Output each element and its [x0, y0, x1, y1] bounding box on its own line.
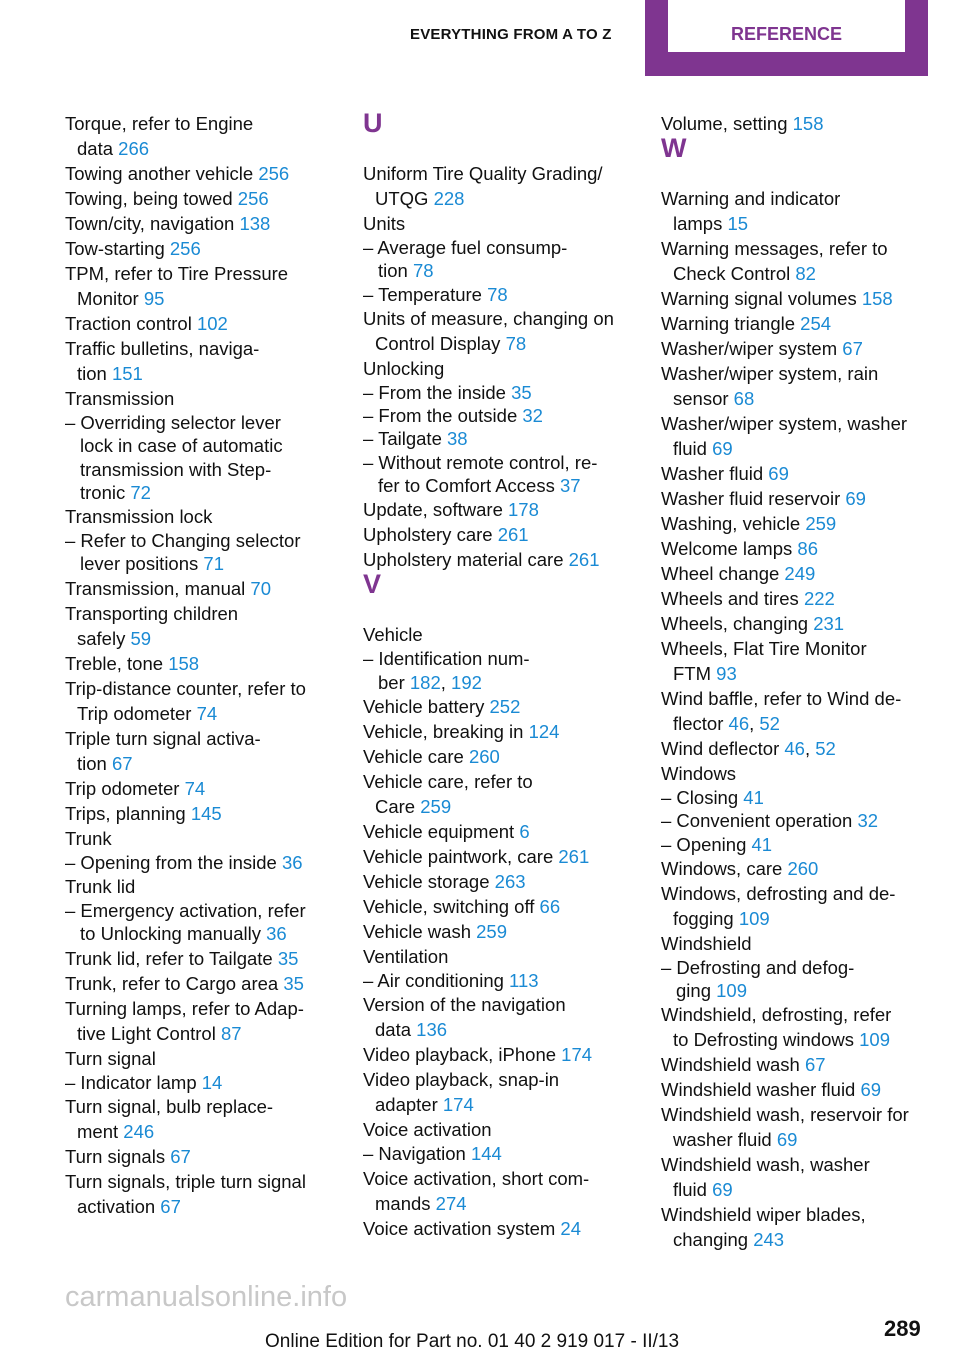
- page-link[interactable]: 15: [727, 213, 749, 234]
- entry-text: – From the outside: [363, 405, 518, 427]
- index-entry: Wind baffle, refer to Wind de- flector 46, 52: [661, 688, 902, 734]
- entry-text: – Overriding selector lever lock in case of automatic transmission with Step- tronic: [65, 412, 283, 503]
- entry-text: Vehicle battery: [363, 695, 485, 717]
- entry-text: Windshield wiper blades, changing: [661, 1204, 866, 1251]
- index-subentry: [661, 956, 946, 1003]
- index-entry: [65, 601, 350, 651]
- page-link[interactable]: 261: [568, 549, 600, 571]
- page-link[interactable]: 151: [111, 363, 143, 384]
- entry-text: Treble, tone: [65, 652, 164, 674]
- entry-text: Transmission, manual: [65, 577, 246, 599]
- entry-text: Vehicle equipment: [363, 820, 515, 842]
- page-link[interactable]: 35: [283, 972, 304, 994]
- page-link[interactable]: 24: [560, 1217, 581, 1239]
- entry-text: Traction control: [65, 313, 192, 334]
- entry-text: Upholstery care: [363, 524, 493, 546]
- entry-text: Trunk: [65, 827, 112, 849]
- entry-text: Turning lamps, refer to Adap- tive Light Control: [65, 997, 304, 1044]
- index-entry: [661, 1202, 946, 1252]
- page-link[interactable]: 246: [123, 1120, 155, 1142]
- entry-text: – Temperature: [363, 283, 482, 305]
- page-link[interactable]: 228: [433, 188, 465, 209]
- entry-text: Turn signal, bulb replace- ment: [65, 1095, 274, 1142]
- index-entry: [65, 186, 350, 211]
- index-entry: [65, 236, 350, 261]
- index-entry: [363, 869, 648, 894]
- entry-text: Turn signals, triple turn signal activation: [65, 1170, 306, 1217]
- entry-text: Washer/wiper system, washer fluid: [661, 413, 908, 459]
- entry-text: – Closing: [661, 787, 739, 808]
- entry-text: Warning messages, refer to Check Control: [661, 238, 888, 284]
- page-link[interactable]: 69: [845, 488, 866, 509]
- page-link[interactable]: 174: [442, 1094, 474, 1116]
- letter-heading: U: [363, 108, 383, 138]
- entry-text: Vehicle storage: [363, 870, 490, 892]
- page-link[interactable]: 59: [130, 627, 152, 649]
- entry-text: Windshield wash, reservoir for washer fluid: [661, 1104, 909, 1151]
- reference-tab-label: REFERENCE: [730, 23, 842, 44]
- page-link[interactable]: 192: [451, 671, 482, 693]
- page-link[interactable]: 256: [169, 238, 201, 259]
- entry-text: Video playback, snap-in adapter: [363, 1069, 560, 1116]
- index-entry: [661, 511, 946, 536]
- page-link[interactable]: 87: [220, 1022, 242, 1044]
- index-entry: [363, 1117, 648, 1142]
- page-link[interactable]: 158: [792, 113, 824, 134]
- index-entry: [65, 726, 350, 776]
- page-link[interactable]: 38: [447, 428, 468, 450]
- page-link[interactable]: 95: [143, 288, 165, 309]
- entry-text: Torque, refer to Engine data: [65, 113, 254, 159]
- index-subentry: [661, 833, 946, 856]
- page-link[interactable]: 32: [522, 405, 543, 427]
- page-link[interactable]: 36: [266, 923, 287, 945]
- index-subentry: [661, 786, 946, 809]
- entry-text: – Tailgate: [363, 428, 442, 450]
- entry-text: Wheel change: [661, 563, 780, 584]
- index-entry: [661, 761, 946, 786]
- index-entry: [661, 1052, 946, 1077]
- page-link[interactable]: 46: [784, 738, 805, 759]
- entry-text: Uniform Tire Quality Grading/ UTQG: [363, 163, 603, 209]
- index-entry: [65, 261, 350, 311]
- entry-text: – Indicator lamp: [65, 1071, 197, 1093]
- page-link[interactable]: 35: [511, 381, 532, 403]
- index-subentry: [363, 283, 648, 306]
- entry-text: Vehicle care: [363, 745, 464, 767]
- index-entry: [363, 547, 648, 572]
- entry-text: Triple turn signal activa- tion: [65, 727, 261, 774]
- index-entry: [65, 1094, 350, 1144]
- index-entry: [363, 1067, 648, 1117]
- index-entry: [363, 211, 648, 236]
- page-link[interactable]: 67: [160, 1195, 181, 1217]
- index-entry: [661, 931, 946, 956]
- index-subentry: [363, 1142, 648, 1165]
- entry-text: Windshield wash, washer fluid: [661, 1154, 870, 1201]
- index-entry: [363, 919, 648, 944]
- index-subentry: [363, 451, 648, 498]
- index-entry: [661, 286, 946, 311]
- page-link[interactable]: 41: [743, 787, 764, 808]
- index-entry: [661, 536, 946, 561]
- section-title: EVERYTHING FROM A TO Z: [410, 26, 612, 43]
- page-link[interactable]: 78: [487, 283, 508, 305]
- entry-text: – Average fuel consump- tion: [363, 237, 568, 282]
- index-subentry: [65, 411, 350, 504]
- page-link[interactable]: 174: [561, 1044, 593, 1066]
- index-entry: [363, 522, 648, 547]
- entry-text: Voice activation: [363, 1119, 492, 1141]
- index-entry: [661, 881, 946, 931]
- entry-text: – Air conditioning: [363, 969, 504, 991]
- page-link[interactable]: 52: [759, 713, 780, 734]
- page-link[interactable]: 66: [539, 895, 561, 917]
- entry-text: Washer/wiper system: [661, 338, 838, 359]
- entry-text: Voice activation, short com- mands: [363, 1167, 590, 1214]
- index-subentry: [65, 851, 350, 874]
- page-link[interactable]: 109: [738, 907, 770, 929]
- page-link[interactable]: 72: [130, 481, 151, 503]
- index-column-1: [65, 111, 350, 1219]
- entry-text: Welcome lamps: [661, 538, 793, 559]
- index-column-3: [661, 111, 946, 1252]
- page-link[interactable]: 69: [776, 1129, 798, 1151]
- index-entry: [65, 1046, 350, 1071]
- entry-text: – Convenient operation: [661, 810, 853, 832]
- index-subentry: [363, 381, 648, 404]
- index-subentry: [65, 529, 350, 576]
- entry-text: Transmission: [65, 388, 175, 409]
- page-link[interactable]: 86: [797, 538, 818, 559]
- index-entry: [65, 776, 350, 801]
- page-link[interactable]: 263: [494, 870, 526, 892]
- page-link[interactable]: 109: [859, 1029, 890, 1051]
- page-link[interactable]: 67: [804, 1054, 826, 1076]
- page-link[interactable]: 266: [118, 138, 150, 159]
- index-entry: [65, 676, 350, 726]
- entry-text: Unlocking: [363, 357, 445, 379]
- page-link[interactable]: 82: [795, 263, 816, 284]
- entry-text: Windshield: [661, 932, 752, 954]
- page-link[interactable]: 243: [753, 1229, 785, 1251]
- entry-text: Trips, planning: [65, 802, 186, 824]
- index-entry: [661, 486, 946, 511]
- index-entry: [363, 744, 648, 769]
- index-entry: [363, 306, 648, 356]
- entry-text: Washer/wiper system, rain sensor: [661, 363, 879, 409]
- page-link[interactable]: 182: [409, 671, 441, 693]
- entry-text: Units: [363, 213, 406, 234]
- page-link[interactable]: 69: [860, 1079, 882, 1101]
- page-link[interactable]: 144: [470, 1143, 502, 1165]
- entry-text: Turn signal: [65, 1047, 156, 1069]
- index-entry: [363, 944, 648, 969]
- index-entry: [65, 504, 350, 529]
- entry-text: Warning signal volumes: [661, 288, 857, 309]
- page-link[interactable]: 231: [813, 613, 845, 634]
- entry-text: Washer fluid: [661, 463, 764, 484]
- index-entry: [661, 1152, 946, 1202]
- entry-text: Vehicle care, refer to Care: [363, 770, 533, 817]
- page-link[interactable]: 260: [468, 745, 500, 767]
- page-link[interactable]: 69: [712, 1179, 733, 1201]
- index-subentry: [363, 969, 648, 992]
- entry-text: Turn signals: [65, 1145, 166, 1167]
- index-subentry: [661, 809, 946, 832]
- entry-text: Towing, being towed: [65, 188, 233, 209]
- entry-text: Windshield wash: [661, 1054, 800, 1076]
- entry-text: Vehicle paintwork, care: [363, 845, 554, 867]
- page-link[interactable]: 78: [412, 260, 434, 282]
- entry-text: Town/city, navigation: [65, 213, 235, 234]
- entry-text: – Opening from the inside: [65, 851, 277, 873]
- entry-text: Wind baffle, refer to Wind de- flector: [661, 688, 902, 734]
- entry-text: – Without remote control, re- fer to Comfort Access: [363, 451, 598, 497]
- page-number: 289: [884, 1316, 921, 1341]
- entry-text: – Navigation: [363, 1143, 466, 1165]
- entry-text: Upholstery material care: [363, 549, 564, 571]
- index-entry: Wind deflector 46, 52: [661, 738, 836, 759]
- page-link[interactable]: 74: [196, 702, 218, 724]
- entry-text: Windows, defrosting and de- fogging: [661, 882, 896, 929]
- index-entry: [65, 1169, 350, 1219]
- page-link[interactable]: 261: [497, 524, 529, 546]
- index-entry: [65, 971, 350, 996]
- entry-text: Wind deflector: [661, 738, 780, 759]
- index-entry: [363, 1166, 648, 1216]
- index-subentry: [65, 899, 350, 946]
- page-link[interactable]: 46: [728, 713, 750, 734]
- index-entry: [363, 356, 648, 381]
- entry-text: Windows, care: [661, 857, 783, 879]
- entry-text: Traffic bulletins, naviga- tion: [65, 338, 260, 384]
- entry-text: – From the inside: [363, 381, 506, 403]
- reference-tab-inner: [668, 0, 905, 52]
- index-column-2: [363, 108, 648, 1241]
- entry-text: Windows: [661, 763, 737, 784]
- index-entry: [363, 694, 648, 719]
- entry-text: Washing, vehicle: [661, 513, 801, 534]
- page-link[interactable]: 256: [237, 188, 269, 209]
- index-entry: [661, 411, 946, 461]
- index-entry: [661, 111, 946, 136]
- index-entry: [65, 996, 350, 1046]
- page-link[interactable]: 67: [170, 1145, 191, 1167]
- index-entry: [661, 611, 946, 636]
- entry-text: Tow-starting: [65, 238, 165, 259]
- entry-text: Vehicle, breaking in: [363, 720, 524, 742]
- page-link[interactable]: 109: [716, 980, 747, 1002]
- entry-text: Voice activation system: [363, 1217, 556, 1239]
- page-link[interactable]: 259: [805, 513, 837, 534]
- entry-text: – Emergency activation, refer to Unlocking manually: [65, 900, 306, 945]
- index-entry: [661, 336, 946, 361]
- page-link[interactable]: 41: [751, 833, 773, 855]
- page-link[interactable]: 158: [168, 652, 200, 674]
- entry-text: Update, software: [363, 499, 503, 521]
- entry-text: Vehicle wash: [363, 920, 471, 942]
- page-link[interactable]: 178: [508, 499, 539, 521]
- page-link[interactable]: 78: [505, 332, 527, 354]
- index-subentry: – Identification num- ber 182, 192: [363, 648, 530, 693]
- entry-text: Transmission lock: [65, 506, 213, 528]
- index-entry: [65, 576, 350, 601]
- page-link[interactable]: 113: [509, 969, 539, 991]
- entry-text: Transporting children safely: [65, 602, 239, 649]
- page-link[interactable]: 145: [190, 802, 222, 824]
- entry-text: Wheels, Flat Tire Monitor FTM: [661, 638, 867, 684]
- page-link[interactable]: 32: [857, 810, 879, 832]
- page-link[interactable]: 102: [196, 313, 228, 334]
- entry-text: Ventilation: [363, 945, 449, 967]
- index-entry: [363, 894, 648, 919]
- page-link[interactable]: 261: [558, 845, 590, 867]
- page-link[interactable]: 256: [258, 163, 290, 184]
- entry-text: – Defrosting and defog- ging: [661, 956, 855, 1002]
- index-entry: [661, 636, 946, 686]
- index-entry: [65, 311, 350, 336]
- watermark: carmanualsonline.info: [65, 1281, 348, 1313]
- page-link[interactable]: 67: [111, 752, 133, 774]
- reference-tab[interactable]: [645, 0, 928, 76]
- index-entry: [363, 992, 648, 1042]
- index-entry: [363, 769, 648, 819]
- index-entry: [661, 361, 946, 411]
- page-link[interactable]: 36: [282, 851, 303, 873]
- index-entry: [363, 161, 648, 211]
- page-link[interactable]: 70: [250, 577, 271, 599]
- page-link[interactable]: 14: [201, 1071, 223, 1093]
- entry-text: – Opening: [661, 833, 747, 855]
- entry-text: Windshield washer fluid: [661, 1079, 856, 1101]
- index-entry: [65, 946, 350, 971]
- page-link[interactable]: 37: [559, 475, 581, 497]
- entry-text: TPM, refer to Tire Pressure Monitor: [65, 263, 289, 309]
- index-entry: [65, 651, 350, 676]
- entry-text: Washer fluid reservoir: [661, 488, 841, 509]
- index-subentry: [65, 1071, 350, 1094]
- page-link[interactable]: 69: [768, 463, 789, 484]
- entry-text: Trip-distance counter, refer to Trip odometer: [65, 677, 306, 724]
- index-entry: [661, 236, 946, 286]
- index-entry: [363, 497, 648, 522]
- page-link[interactable]: 35: [277, 947, 299, 969]
- page-link[interactable]: 67: [842, 338, 863, 359]
- index-entry: [661, 856, 946, 881]
- entry-text: Video playback, iPhone: [363, 1044, 557, 1066]
- index-entry: [65, 161, 350, 186]
- page-link[interactable]: 158: [861, 288, 893, 309]
- entry-text: Units of measure, changing on Control Display: [363, 307, 614, 354]
- index-entry: [661, 311, 946, 336]
- entry-text: Vehicle: [363, 624, 423, 646]
- page-link[interactable]: 259: [476, 920, 507, 942]
- page-link[interactable]: 254: [800, 313, 832, 334]
- page-link[interactable]: 68: [733, 388, 755, 409]
- page-link[interactable]: 274: [435, 1192, 467, 1214]
- page-link[interactable]: 74: [184, 777, 206, 799]
- entry-text: Trunk lid: [65, 876, 136, 898]
- index-entry: [65, 826, 350, 851]
- entry-text: Version of the navigation data: [363, 994, 566, 1041]
- index-entry: [363, 1042, 648, 1067]
- index-entry: [661, 1102, 946, 1152]
- index-entry: [363, 622, 648, 647]
- index-entry: [661, 561, 946, 586]
- entry-text: Towing another vehicle: [65, 163, 254, 184]
- page-link[interactable]: 138: [239, 213, 271, 234]
- index-entry: [65, 874, 350, 899]
- page-link[interactable]: 69: [712, 438, 733, 459]
- index-entry: [661, 1002, 946, 1052]
- page-link[interactable]: 260: [787, 857, 819, 879]
- index-entry: [363, 1216, 648, 1241]
- entry-text: Warning triangle: [661, 313, 796, 334]
- index-entry: [363, 819, 648, 844]
- edition-footer: Online Edition for Part no. 01 40 2 919 017 - II/13: [265, 1331, 680, 1352]
- index-entry: [661, 186, 946, 236]
- index-entry: [65, 336, 350, 386]
- index-subentry: [363, 236, 648, 283]
- letter-heading: V: [363, 569, 382, 600]
- index-entry: [65, 1144, 350, 1169]
- index-entry: [65, 801, 350, 826]
- entry-text: Trunk lid, refer to Tailgate: [65, 947, 273, 969]
- index-entry: [661, 586, 946, 611]
- page-link[interactable]: 259: [420, 795, 452, 817]
- index-entry: [65, 211, 350, 236]
- entry-text: Vehicle, switching off: [363, 895, 535, 917]
- page-link[interactable]: 249: [784, 563, 816, 584]
- index-entry: [661, 1077, 946, 1102]
- index-entry: [65, 111, 350, 161]
- entry-text: Warning and indicator lamps: [661, 188, 841, 234]
- entry-text: Wheels, changing: [661, 613, 809, 634]
- index-subentry: [363, 427, 648, 450]
- index-subentry: [363, 404, 648, 427]
- page-link[interactable]: 222: [803, 588, 835, 609]
- page-link[interactable]: 71: [203, 553, 224, 575]
- entry-text: – Refer to Changing selector lever positions: [65, 530, 301, 575]
- index-entry: [363, 719, 648, 744]
- page-link[interactable]: 52: [815, 738, 836, 759]
- entry-text: Volume, setting: [661, 113, 788, 134]
- page-link[interactable]: 252: [489, 695, 521, 717]
- index-entry: [661, 461, 946, 486]
- page-link[interactable]: 136: [416, 1019, 448, 1041]
- entry-text: Trip odometer: [65, 777, 180, 799]
- entry-text: – Identification num- ber: [363, 648, 530, 693]
- letter-heading: W: [661, 133, 687, 163]
- page-link[interactable]: 6: [519, 820, 530, 842]
- index-entry: [65, 386, 350, 411]
- page-link[interactable]: 124: [528, 720, 560, 742]
- entry-text: Wheels and tires: [661, 588, 799, 609]
- page-link[interactable]: 93: [716, 663, 737, 684]
- entry-text: Trunk, refer to Cargo area: [65, 972, 279, 994]
- entry-text: Windshield, defrosting, refer to Defrosting windows: [661, 1004, 892, 1051]
- index-entry: [363, 844, 648, 869]
